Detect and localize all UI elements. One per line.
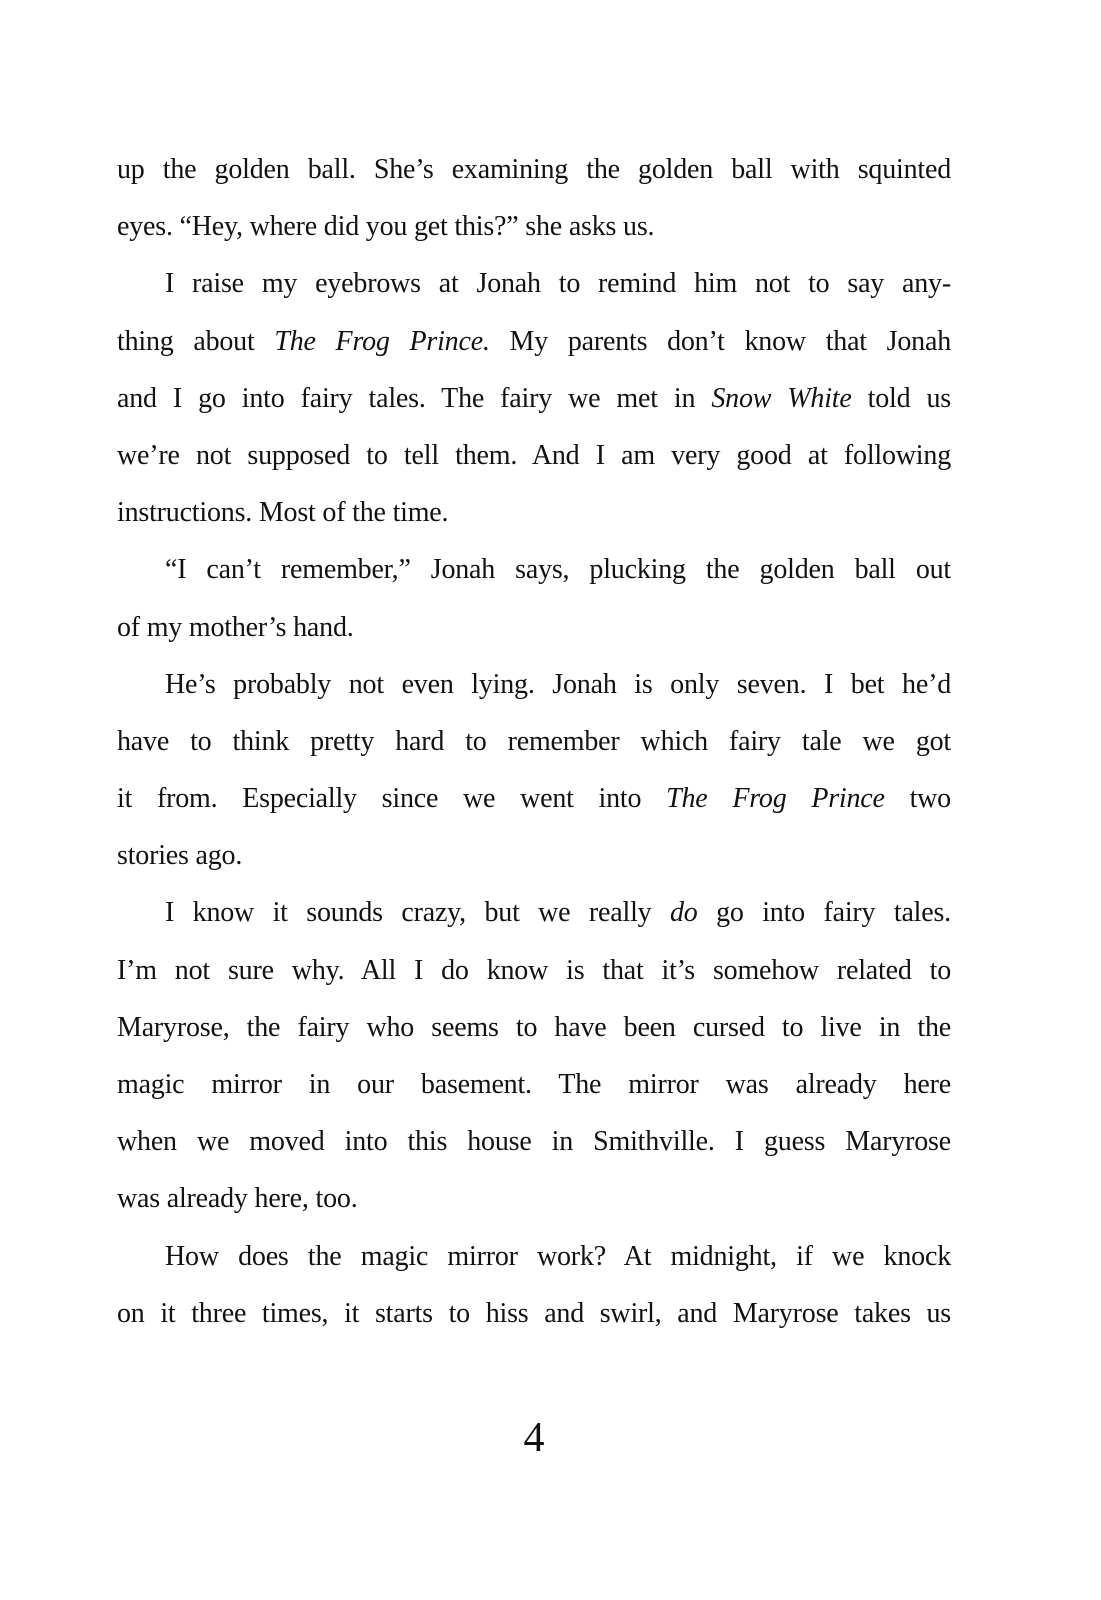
text-run: stories ago.: [117, 840, 243, 872]
text-line: [117, 942, 951, 999]
text-line-content: [117, 1126, 951, 1157]
text-line-content: [117, 326, 951, 357]
text-run: “I can’t remember,” Jonah says, plucking the golden ball out: [165, 554, 951, 586]
text-run: of my mother’s hand.: [117, 611, 354, 643]
page-number: 4: [523, 1415, 545, 1461]
text-line-content: [117, 383, 951, 414]
text-line: [117, 1285, 951, 1342]
text-line: [117, 656, 951, 713]
text-run: How does the magic mirror work? At midnight, if we knock: [165, 1240, 951, 1272]
text-line-content: [165, 1241, 951, 1272]
text-run: I know it sounds crazy, but we really: [165, 897, 670, 929]
text-run: eyes. “Hey, where did you get this?” she asks us.: [117, 211, 655, 243]
text-run: we’re not supposed to tell them. And I am very good at following: [117, 439, 951, 471]
text-line: [117, 1056, 951, 1113]
text-line: [117, 541, 951, 598]
text-run-italic: The Frog Prince: [666, 783, 885, 815]
text-line-content: [117, 1183, 358, 1214]
text-line-content: [117, 612, 354, 643]
text-run: He’s probably not even lying. Jonah is only seven. I bet he’d: [165, 668, 951, 700]
text-run: up the golden ball. She’s examining the golden ball with squinted: [117, 154, 951, 185]
text-line: [117, 1113, 951, 1170]
text-line-content: [165, 897, 951, 928]
text-line: [117, 1228, 951, 1285]
text-run-italic: The Frog Prince.: [274, 325, 490, 357]
text-line-content: [165, 669, 951, 700]
text-run: told us: [851, 382, 952, 414]
text-line-content: [117, 840, 242, 871]
text-line: [117, 141, 951, 198]
text-block: [117, 141, 951, 1342]
text-run: and I go into fairy tales. The fairy we met in: [117, 382, 712, 414]
text-run: instructions. Most of the time.: [117, 497, 449, 529]
text-line: [117, 713, 951, 770]
text-run: have to think pretty hard to remember which fairy tale we got: [117, 725, 951, 757]
text-line-content: [165, 268, 951, 299]
text-run: on it three times, it starts to hiss and swirl, and Maryrose takes us: [117, 1297, 951, 1329]
text-line-content: [117, 1012, 951, 1043]
text-line: [117, 770, 951, 827]
text-run-italic: Snow White: [711, 382, 852, 414]
text-line: [117, 255, 951, 312]
text-run: I raise my eyebrows at Jonah to remind him not to say any-: [165, 268, 951, 300]
text-line: [117, 370, 951, 427]
text-run: I’m not sure why. All I do know is that it’s somehow related to: [117, 954, 951, 986]
text-line-content: [117, 440, 951, 471]
text-line: [117, 999, 951, 1056]
text-run: when we moved into this house in Smithville. I guess Maryrose: [117, 1126, 951, 1158]
text-line: [117, 198, 951, 255]
text-run: was already here, too.: [117, 1183, 358, 1215]
text-line-content: [117, 783, 951, 814]
text-run: it from. Especially since we went into: [117, 783, 667, 815]
text-run: thing about: [117, 325, 275, 357]
text-line-content: [117, 154, 951, 185]
text-line: [117, 484, 951, 541]
text-line-content: [117, 211, 654, 242]
text-run: magic mirror in our basement. The mirror was already here: [117, 1069, 951, 1100]
text-line-content: [165, 554, 951, 585]
text-line: [117, 827, 951, 884]
text-line-content: [117, 726, 951, 757]
text-line-content: [117, 1298, 951, 1329]
text-run: two: [884, 783, 951, 815]
text-line: [117, 884, 951, 941]
text-run-italic: do: [669, 897, 698, 929]
text-line: [117, 599, 951, 656]
text-line: [117, 427, 951, 484]
text-run: go into fairy tales.: [697, 897, 951, 929]
text-line: [117, 1170, 951, 1227]
text-line-content: [117, 497, 448, 528]
text-run: My parents don’t know that Jonah: [489, 325, 951, 357]
text-run: Maryrose, the fairy who seems to have been cursed to live in the: [117, 1011, 951, 1043]
text-line-content: [117, 1069, 951, 1100]
text-line-content: [117, 955, 951, 986]
text-line: [117, 313, 951, 370]
